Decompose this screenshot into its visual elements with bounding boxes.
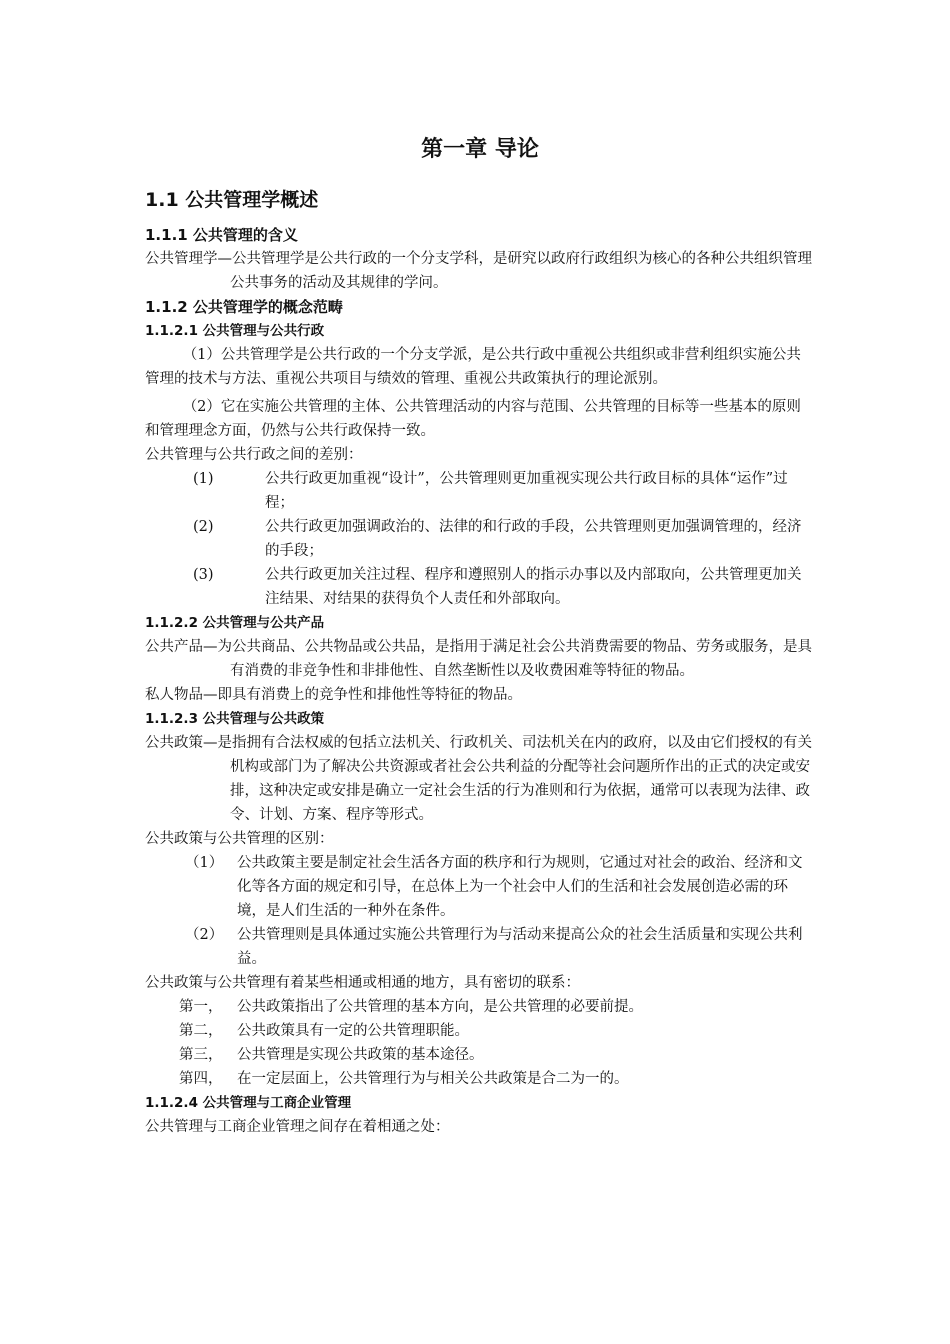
list-item [145, 851, 815, 923]
list-text: 公共政策具有一定的公共管理职能。 [237, 1023, 469, 1039]
list-item [145, 563, 815, 611]
list-text: 公共管理是实现公共政策的基本途径。 [237, 1047, 484, 1063]
list-item [145, 515, 815, 563]
list-item [145, 1043, 815, 1067]
list-number: (3) [193, 567, 214, 583]
list-text: 公共政策主要是制定社会生活各方面的秩序和行为规则，它通过对社会的政治、经济和文化等各方面的规定和引导，在总体上为一个社会中人们的生活和社会发展创造必需的环境，是人们生活的一种外在条件。 [237, 855, 803, 919]
list-text: 在一定层面上，公共管理行为与相关公共政策是合二为一的。 [237, 1071, 629, 1087]
list-number: (1) [193, 471, 214, 487]
business-management-intro: 公共管理与工商企业管理之间存在着相通之处： [145, 1119, 450, 1135]
definition-public-management: 公共管理学—公共管理学是公共行政的一个分支学科，是研究以政府行政组织为核心的各种公共组织管理公共事务的活动及其规律的学问。 [145, 251, 812, 291]
definition-private-goods: 私人物品—即具有消费上的竞争性和排他性等特征的物品。 [145, 687, 522, 703]
section-heading-1-1-2-1: 1.1.2.1 公共管理与公共行政 [145, 323, 325, 339]
policy-differences-intro: 公共政策与公共管理的区别： [145, 831, 334, 847]
chapter-title: 第一章 导论 [421, 137, 539, 162]
differences-intro: 公共管理与公共行政之间的差别： [145, 447, 363, 463]
section-heading-1-1-2-4: 1.1.2.4 公共管理与工商企业管理 [145, 1095, 352, 1111]
list-number: 第一， [179, 999, 223, 1015]
list-text: 公共行政更加强调政治的、法律的和行政的手段，公共管理则更加强调管理的，经济的手段； [265, 519, 802, 559]
section-heading-1-1-1: 1.1.1 公共管理的含义 [145, 226, 298, 244]
definition-public-goods: 公共产品—为公共商品、公共物品或公共品，是指用于满足社会公共消费需要的物品、劳务或服务，是具有消费的非竞争性和非排他性、自然垄断性以及收费困难等特征的物品。 [145, 639, 812, 679]
list-text: 公共行政更加重视“设计”，公共管理则更加重视实现公共行政目标的具体“运作”过程； [265, 471, 788, 511]
list-number: 第三， [179, 1047, 223, 1063]
list-number: （2） [185, 927, 224, 943]
document-page [145, 135, 815, 1139]
list-number: 第二， [179, 1023, 223, 1039]
paragraph-2: （2）它在实施公共管理的主体、公共管理活动的内容与范围、公共管理的目标等一些基本的原则和管理理念方面，仍然与公共行政保持一致。 [145, 399, 801, 439]
list-item [145, 1067, 815, 1091]
list-number: 第四， [179, 1071, 223, 1087]
list-item [145, 1019, 815, 1043]
list-item [145, 467, 815, 515]
list-item [145, 923, 815, 971]
definition-public-policy: 公共政策—是指拥有合法权威的包括立法机关、行政机关、司法机关在内的政府，以及由它们授权的有关机构或部门为了解决公共资源或者社会公共利益的分配等社会问题所作出的正式的决定或安排，这种决定或安排是确立一定社会生活的行为准则和行为依据，通常可以表现为法律、政令、计划、方案、程序等形式。 [145, 735, 812, 823]
list-text: 公共管理则是具体通过实施公共管理行为与活动来提高公众的社会生活质量和实现公共利益。 [237, 927, 803, 967]
section-heading-1-1-2-2: 1.1.2.2 公共管理与公共产品 [145, 615, 325, 631]
list-text: 公共行政更加关注过程、程序和遵照别人的指示办事以及内部取向，公共管理更加关注结果、对结果的获得负个人责任和外部取向。 [265, 567, 802, 607]
list-number: (2) [193, 519, 214, 535]
section-heading-1-1-2-3: 1.1.2.3 公共管理与公共政策 [145, 711, 325, 727]
list-text: 公共政策指出了公共管理的基本方向，是公共管理的必要前提。 [237, 999, 643, 1015]
list-item [145, 995, 815, 1019]
section-heading-1-1-2: 1.1.2 公共管理学的概念范畴 [145, 298, 343, 316]
section-heading-1-1: 1.1 公共管理学概述 [145, 189, 319, 211]
list-number: （1） [185, 855, 224, 871]
policy-links-intro: 公共政策与公共管理有着某些相通或相通的地方，具有密切的联系： [145, 975, 580, 991]
paragraph-1: （1）公共管理学是公共行政的一个分支学派，是公共行政中重视公共组织或非营利组织实施公共管理的技术与方法、重视公共项目与绩效的管理、重视公共政策执行的理论派别。 [145, 347, 801, 387]
